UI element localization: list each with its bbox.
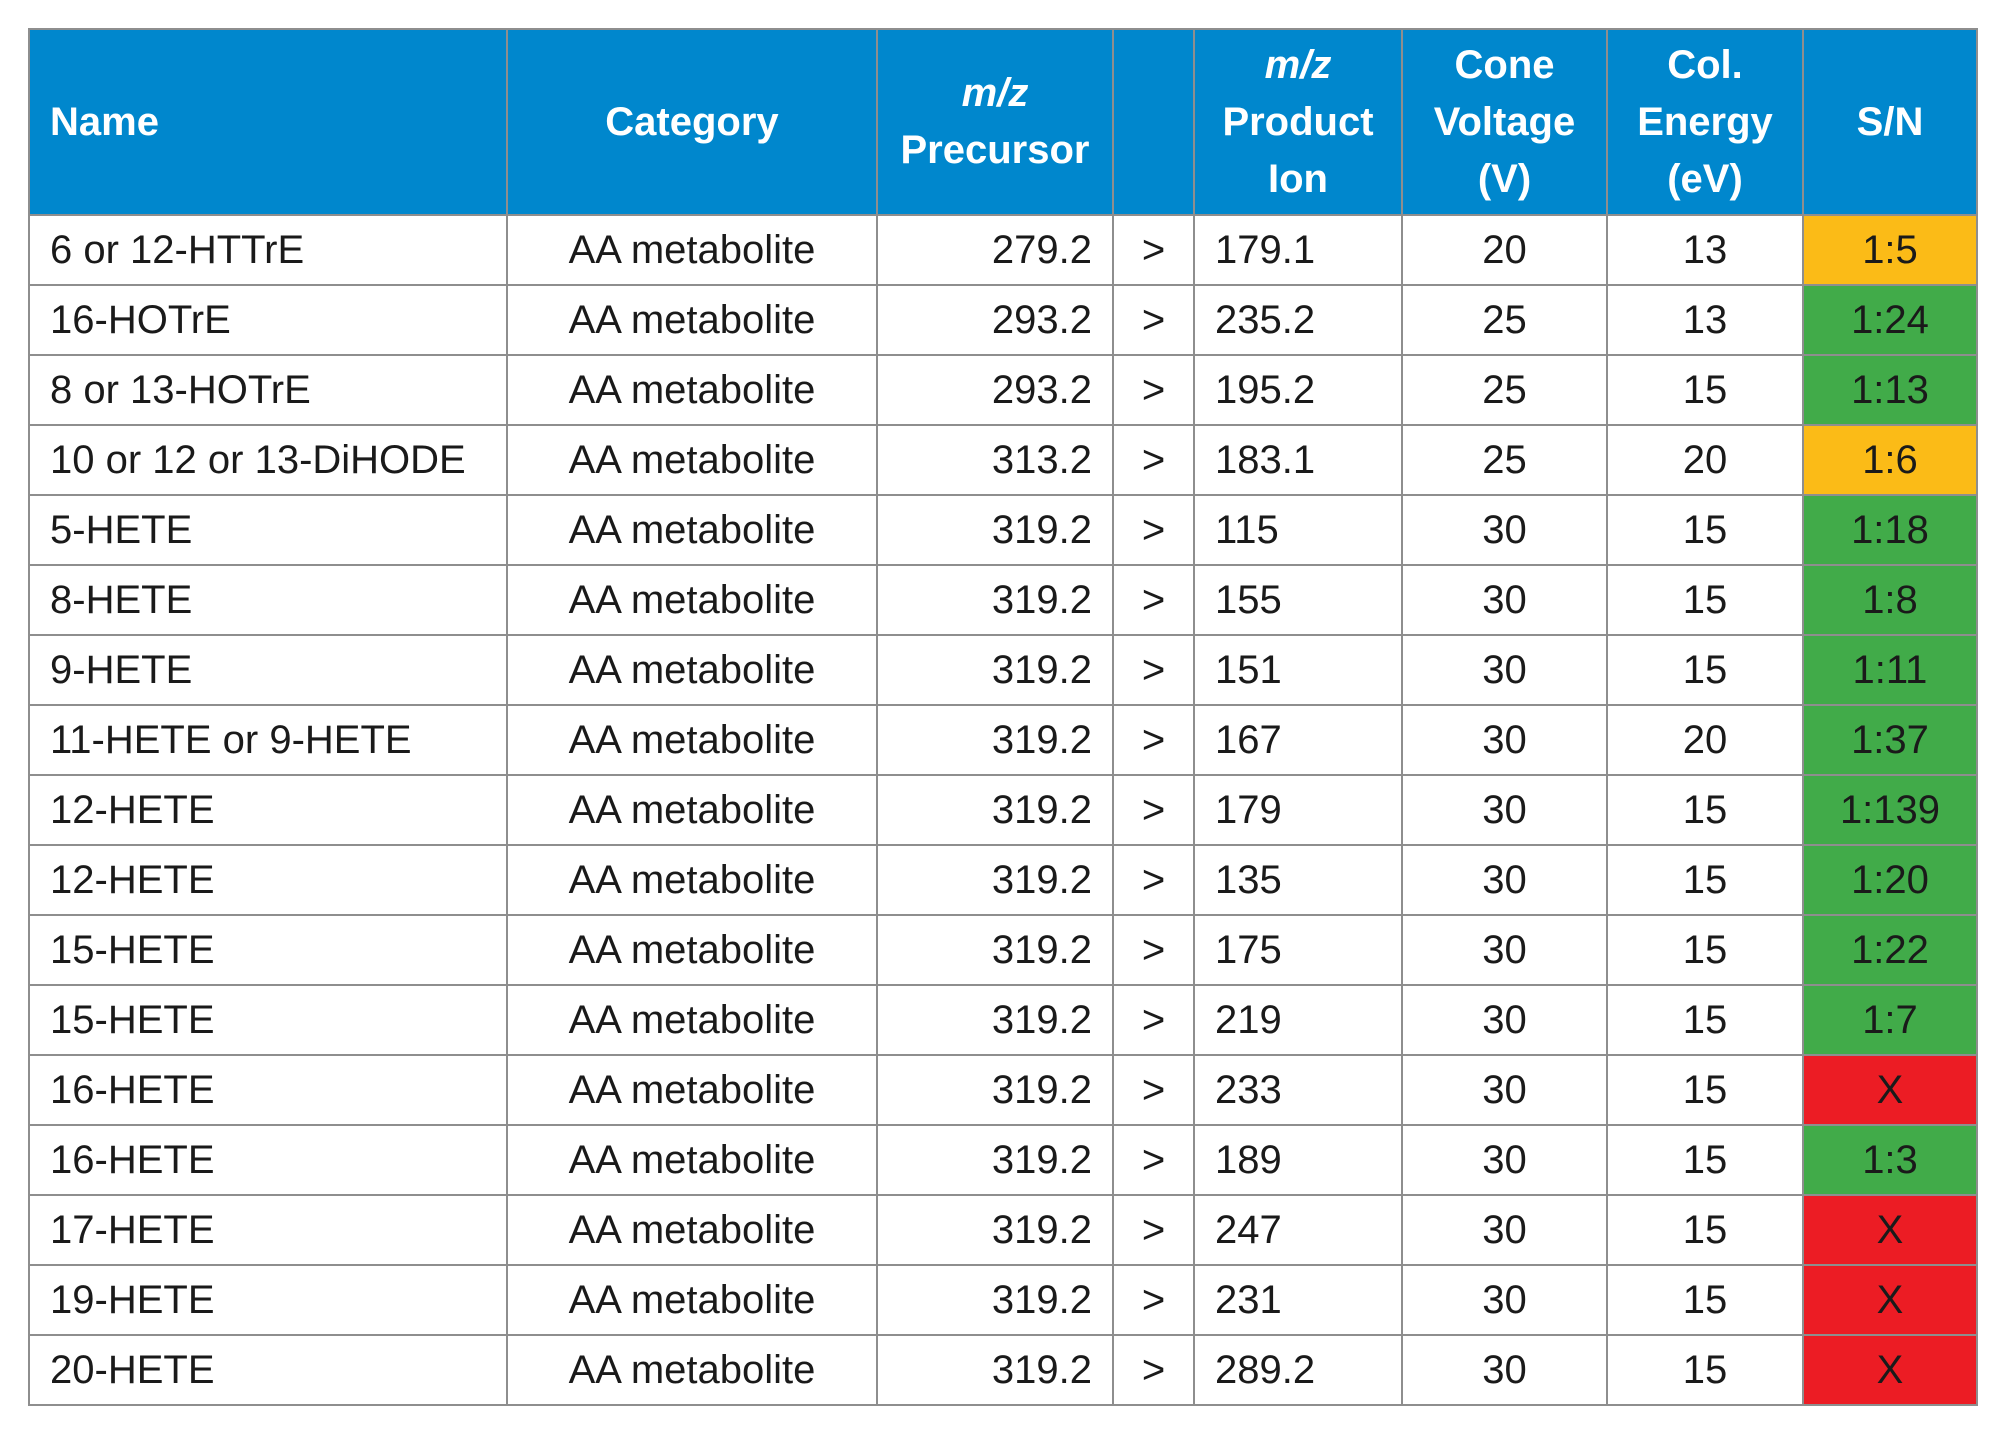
cell-category: AA metabolite [507, 425, 877, 495]
cell-cone: 30 [1402, 1125, 1607, 1195]
table-row [29, 425, 1977, 495]
cell-col: 13 [1607, 215, 1803, 285]
column-header-text: (eV) [1667, 156, 1743, 201]
column-header-text: Col. [1667, 42, 1743, 87]
cell-name: 9-HETE [29, 635, 507, 705]
cell-col: 15 [1607, 1265, 1803, 1335]
cell-category: AA metabolite [507, 635, 877, 705]
cell-name: 20-HETE [29, 1335, 507, 1405]
cell-col: 15 [1607, 495, 1803, 565]
cell-arrow: > [1113, 285, 1194, 355]
column-header-product [1194, 29, 1402, 215]
table-row [29, 915, 1977, 985]
status-badge: 1:5 [1803, 215, 1977, 285]
column-header-category [507, 29, 877, 215]
table-row [29, 1055, 1977, 1125]
cell-arrow: > [1113, 425, 1194, 495]
cell-precursor: 319.2 [877, 915, 1113, 985]
table-row [29, 285, 1977, 355]
cell-category: AA metabolite [507, 565, 877, 635]
transitions-table [28, 28, 1978, 1406]
status-badge: 1:24 [1803, 285, 1977, 355]
cell-category: AA metabolite [507, 1335, 877, 1405]
cell-precursor: 293.2 [877, 285, 1113, 355]
table-row [29, 775, 1977, 845]
cell-name: 19-HETE [29, 1265, 507, 1335]
cell-precursor: 319.2 [877, 1055, 1113, 1125]
cell-arrow: > [1113, 1195, 1194, 1265]
cell-product: 189 [1194, 1125, 1402, 1195]
cell-product: 219 [1194, 985, 1402, 1055]
cell-arrow: > [1113, 215, 1194, 285]
cell-precursor: 279.2 [877, 215, 1113, 285]
cell-name: 17-HETE [29, 1195, 507, 1265]
cell-arrow: > [1113, 1265, 1194, 1335]
cell-arrow: > [1113, 845, 1194, 915]
cell-arrow: > [1113, 635, 1194, 705]
cell-precursor: 319.2 [877, 635, 1113, 705]
table-row [29, 1335, 1977, 1405]
column-header-text: m/z [961, 71, 1029, 115]
cell-col: 20 [1607, 425, 1803, 495]
cell-category: AA metabolite [507, 285, 877, 355]
cell-precursor: 319.2 [877, 565, 1113, 635]
cell-product: 231 [1194, 1265, 1402, 1335]
cell-col: 15 [1607, 1055, 1803, 1125]
cell-cone: 30 [1402, 845, 1607, 915]
cell-cone: 30 [1402, 1195, 1607, 1265]
cell-cone: 25 [1402, 425, 1607, 495]
cell-cone: 30 [1402, 775, 1607, 845]
cell-cone: 30 [1402, 985, 1607, 1055]
cell-precursor: 319.2 [877, 775, 1113, 845]
cell-category: AA metabolite [507, 495, 877, 565]
cell-product: 179 [1194, 775, 1402, 845]
table-row [29, 495, 1977, 565]
status-badge: 1:13 [1803, 355, 1977, 425]
cell-precursor: 319.2 [877, 1265, 1113, 1335]
cell-product: 183.1 [1194, 425, 1402, 495]
cell-col: 15 [1607, 915, 1803, 985]
column-header-text: Category [605, 99, 779, 144]
cell-arrow: > [1113, 775, 1194, 845]
cell-col: 13 [1607, 285, 1803, 355]
column-header-text: Precursor [900, 128, 1090, 172]
column-header-precursor [877, 29, 1113, 215]
table-row [29, 1265, 1977, 1335]
cell-category: AA metabolite [507, 355, 877, 425]
column-header-sn [1803, 29, 1977, 215]
cell-arrow: > [1113, 1055, 1194, 1125]
status-badge: 1:22 [1803, 915, 1977, 985]
cell-name: 8-HETE [29, 565, 507, 635]
status-badge: X [1803, 1335, 1977, 1405]
table-row [29, 1125, 1977, 1195]
column-header-text: Voltage [1433, 99, 1576, 144]
cell-arrow: > [1113, 1125, 1194, 1195]
column-header-text: m/z [1264, 42, 1332, 87]
cell-arrow: > [1113, 915, 1194, 985]
status-badge: X [1803, 1265, 1977, 1335]
cell-product: 289.2 [1194, 1335, 1402, 1405]
cell-category: AA metabolite [507, 985, 877, 1055]
cell-category: AA metabolite [507, 1125, 877, 1195]
cell-col: 15 [1607, 845, 1803, 915]
cell-category: AA metabolite [507, 775, 877, 845]
cell-name: 12-HETE [29, 775, 507, 845]
cell-name: 6 or 12-HTTrE [29, 215, 507, 285]
column-header-arrow [1113, 29, 1194, 215]
cell-name: 12-HETE [29, 845, 507, 915]
status-badge: 1:20 [1803, 845, 1977, 915]
cell-category: AA metabolite [507, 705, 877, 775]
table-row [29, 705, 1977, 775]
cell-name: 10 or 12 or 13-DiHODE [29, 425, 507, 495]
cell-product: 135 [1194, 845, 1402, 915]
status-badge: 1:7 [1803, 985, 1977, 1055]
cell-name: 15-HETE [29, 985, 507, 1055]
cell-category: AA metabolite [507, 1055, 877, 1125]
column-header-text: Product [1222, 99, 1374, 144]
cell-precursor: 319.2 [877, 1195, 1113, 1265]
cell-category: AA metabolite [507, 1195, 877, 1265]
cell-precursor: 313.2 [877, 425, 1113, 495]
cell-product: 179.1 [1194, 215, 1402, 285]
table-row [29, 355, 1977, 425]
cell-category: AA metabolite [507, 1265, 877, 1335]
cell-precursor: 319.2 [877, 1125, 1113, 1195]
cell-product: 195.2 [1194, 355, 1402, 425]
cell-name: 16-HOTrE [29, 285, 507, 355]
cell-cone: 30 [1402, 635, 1607, 705]
status-badge: 1:37 [1803, 705, 1977, 775]
column-header-col [1607, 29, 1803, 215]
status-badge: 1:18 [1803, 495, 1977, 565]
table-row [29, 985, 1977, 1055]
cell-product: 155 [1194, 565, 1402, 635]
cell-col: 15 [1607, 565, 1803, 635]
column-header-name [29, 29, 507, 215]
cell-precursor: 319.2 [877, 495, 1113, 565]
cell-precursor: 293.2 [877, 355, 1113, 425]
cell-precursor: 319.2 [877, 985, 1113, 1055]
status-badge: 1:8 [1803, 565, 1977, 635]
cell-arrow: > [1113, 495, 1194, 565]
column-header-text: Name [50, 99, 159, 144]
cell-arrow: > [1113, 565, 1194, 635]
cell-cone: 30 [1402, 915, 1607, 985]
cell-precursor: 319.2 [877, 845, 1113, 915]
cell-arrow: > [1113, 985, 1194, 1055]
cell-col: 15 [1607, 355, 1803, 425]
cell-arrow: > [1113, 705, 1194, 775]
cell-col: 15 [1607, 1195, 1803, 1265]
cell-product: 247 [1194, 1195, 1402, 1265]
column-header-text: Ion [1268, 156, 1328, 201]
status-badge: 1:139 [1803, 775, 1977, 845]
table-body [29, 215, 1977, 1405]
cell-arrow: > [1113, 1335, 1194, 1405]
column-header-text: (V) [1477, 156, 1532, 201]
cell-col: 15 [1607, 775, 1803, 845]
cell-cone: 30 [1402, 565, 1607, 635]
status-badge: X [1803, 1055, 1977, 1125]
cell-product: 175 [1194, 915, 1402, 985]
table-row [29, 215, 1977, 285]
table-row [29, 1195, 1977, 1265]
cell-product: 167 [1194, 705, 1402, 775]
cell-name: 16-HETE [29, 1125, 507, 1195]
table-row [29, 635, 1977, 705]
table-row [29, 845, 1977, 915]
cell-cone: 25 [1402, 355, 1607, 425]
cell-category: AA metabolite [507, 845, 877, 915]
cell-product: 115 [1194, 495, 1402, 565]
cell-cone: 30 [1402, 1265, 1607, 1335]
column-header-text: S/N [1856, 99, 1924, 144]
cell-name: 5-HETE [29, 495, 507, 565]
cell-col: 15 [1607, 1335, 1803, 1405]
cell-cone: 30 [1402, 1335, 1607, 1405]
cell-cone: 25 [1402, 285, 1607, 355]
cell-col: 15 [1607, 1125, 1803, 1195]
cell-precursor: 319.2 [877, 705, 1113, 775]
cell-arrow: > [1113, 355, 1194, 425]
status-badge: 1:6 [1803, 425, 1977, 495]
cell-product: 233 [1194, 1055, 1402, 1125]
cell-name: 15-HETE [29, 915, 507, 985]
column-header-cone [1402, 29, 1607, 215]
header-row [29, 29, 1977, 215]
cell-category: AA metabolite [507, 215, 877, 285]
cell-col: 15 [1607, 635, 1803, 705]
cell-cone: 30 [1402, 495, 1607, 565]
cell-cone: 20 [1402, 215, 1607, 285]
cell-cone: 30 [1402, 1055, 1607, 1125]
status-badge: 1:11 [1803, 635, 1977, 705]
cell-name: 8 or 13-HOTrE [29, 355, 507, 425]
status-badge: 1:3 [1803, 1125, 1977, 1195]
cell-precursor: 319.2 [877, 1335, 1113, 1405]
cell-category: AA metabolite [507, 915, 877, 985]
cell-name: 11-HETE or 9-HETE [29, 705, 507, 775]
cell-col: 15 [1607, 985, 1803, 1055]
status-badge: X [1803, 1195, 1977, 1265]
table-row [29, 565, 1977, 635]
cell-cone: 30 [1402, 705, 1607, 775]
cell-name: 16-HETE [29, 1055, 507, 1125]
column-header-text: Energy [1637, 99, 1773, 144]
cell-product: 235.2 [1194, 285, 1402, 355]
column-header-text: Cone [1454, 42, 1555, 87]
cell-col: 20 [1607, 705, 1803, 775]
cell-product: 151 [1194, 635, 1402, 705]
